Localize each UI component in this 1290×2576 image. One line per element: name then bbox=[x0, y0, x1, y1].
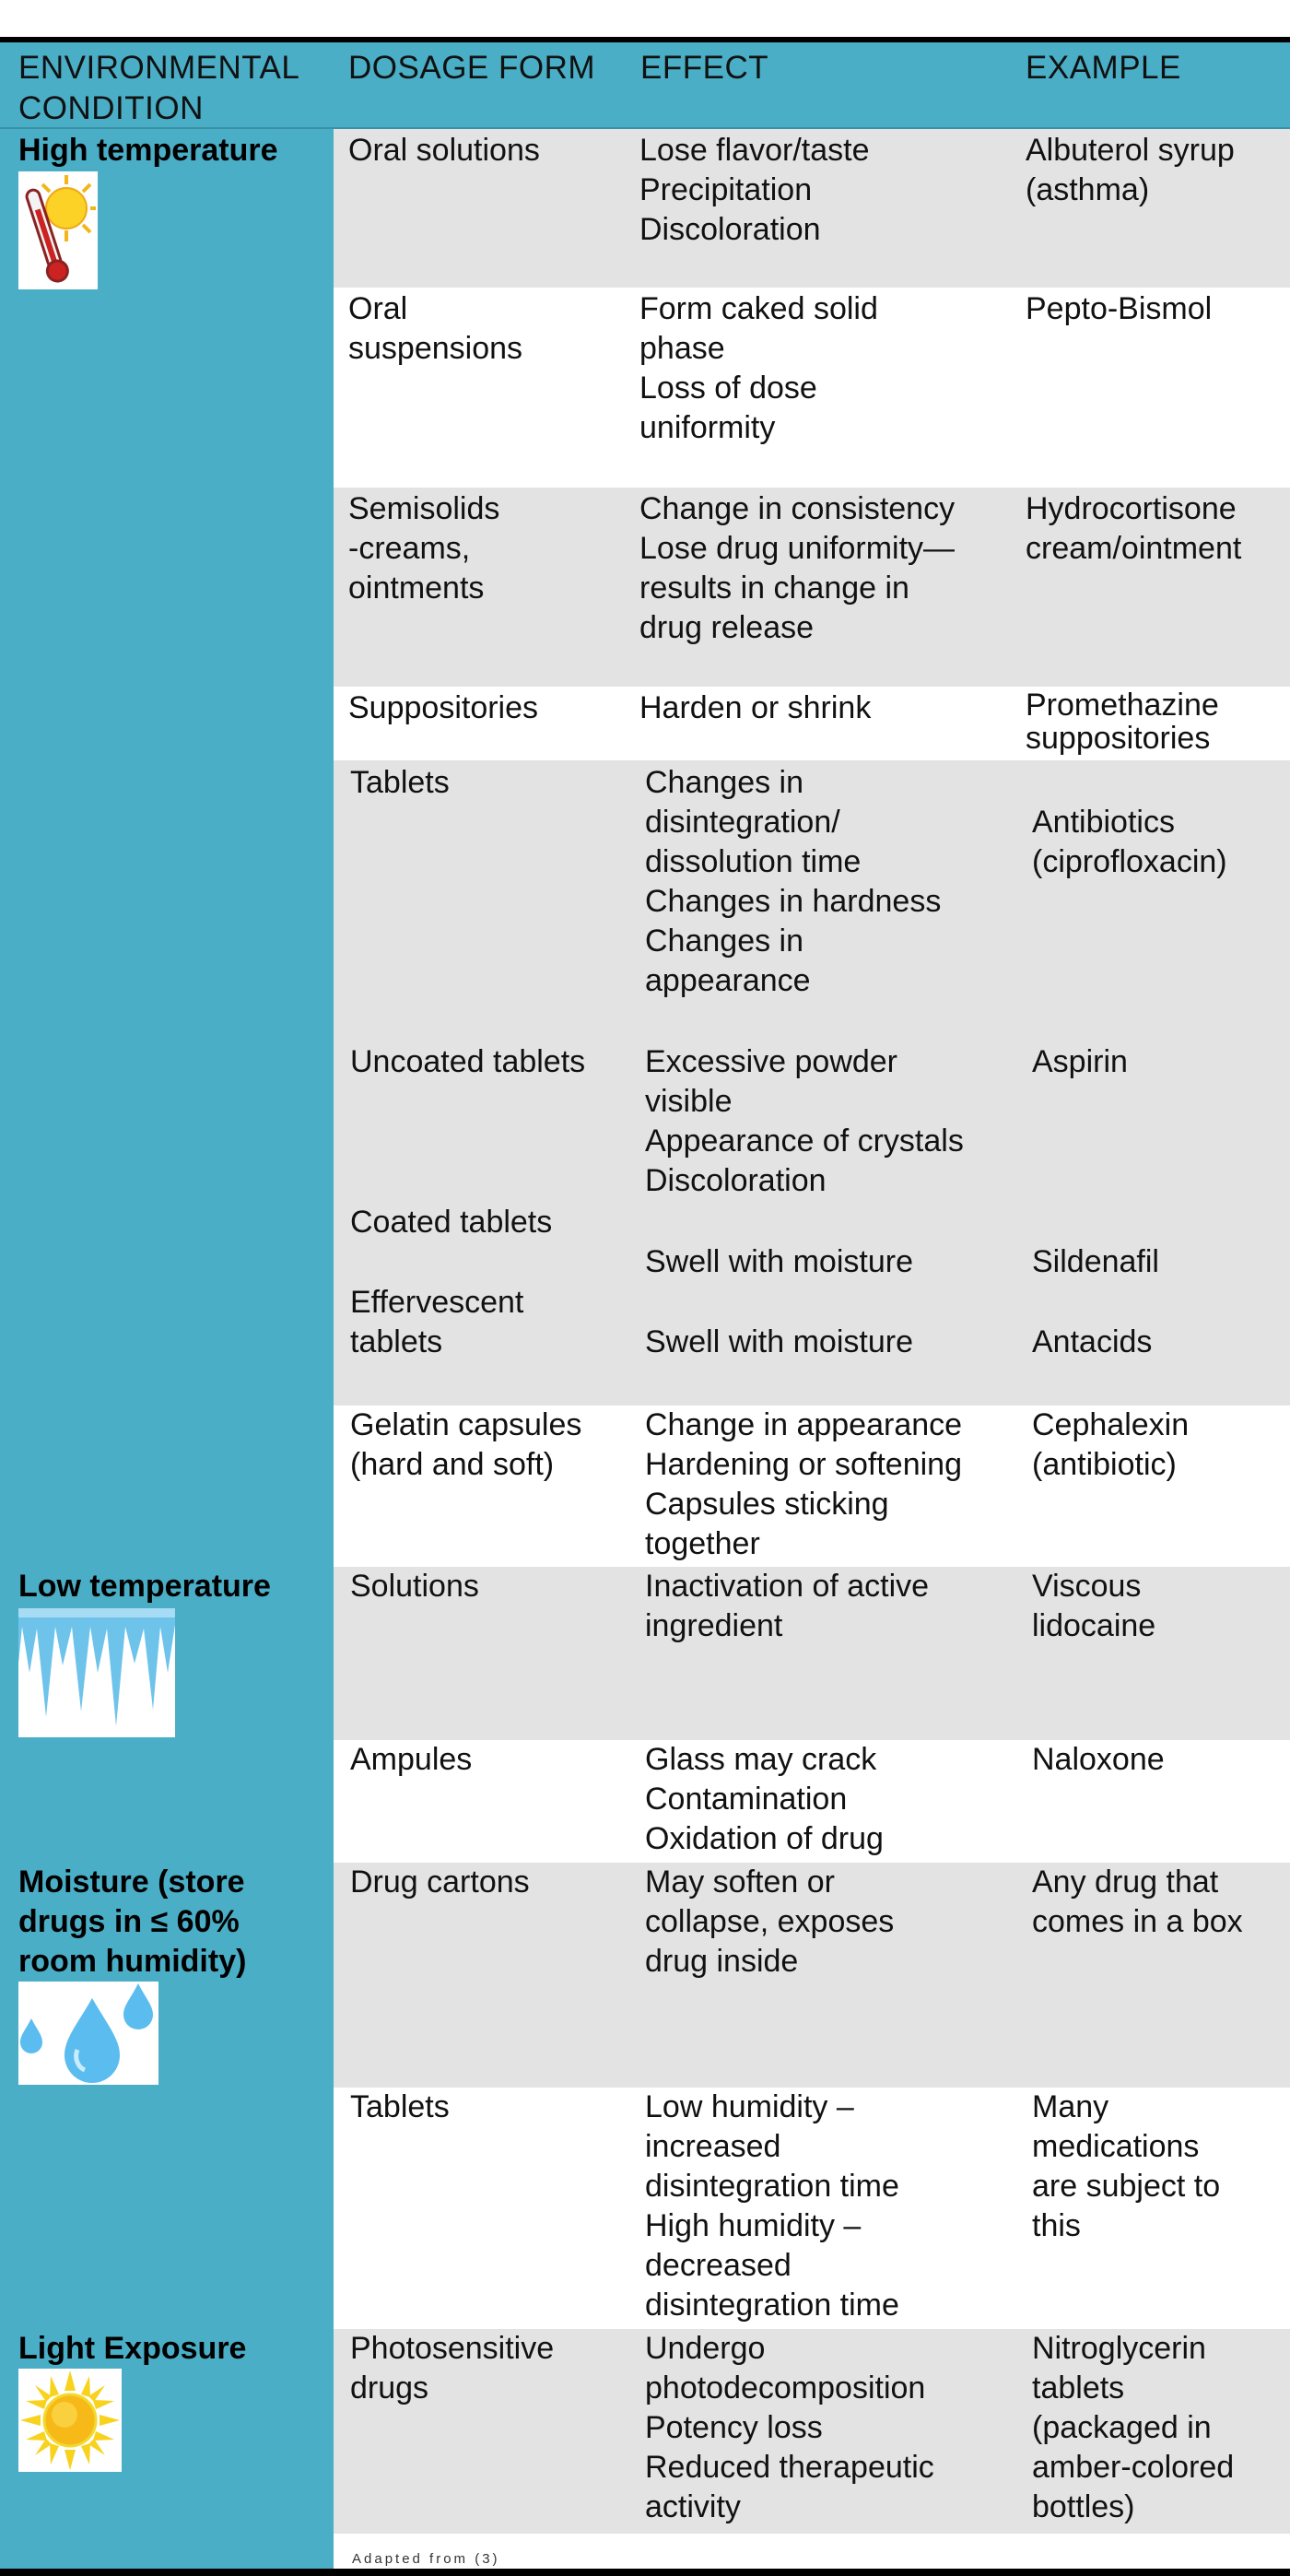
dosage-form-cell: Oral solutions bbox=[348, 133, 540, 168]
dosage-form-cell: Semisolids -creams, ointments bbox=[348, 491, 500, 606]
icicles-icon bbox=[18, 1608, 175, 1737]
dosage-form-cell: Coated tablets bbox=[350, 1205, 553, 1240]
example-cell: Any drug that comes in a box bbox=[1032, 1864, 1243, 1939]
condition-light-exposure: Light Exposure bbox=[18, 2331, 247, 2366]
effect-cell: Glass may crack Contamination Oxidation of drug bbox=[645, 1742, 884, 1856]
table-row bbox=[334, 1406, 1290, 1567]
example-cell: Hydrocortisone cream/ointment bbox=[1026, 491, 1242, 566]
dosage-form-cell: Gelatin capsules (hard and soft) bbox=[350, 1407, 582, 1482]
table-row bbox=[334, 1567, 1290, 1740]
effect-cell: Harden or shrink bbox=[639, 690, 872, 725]
header-effect: EFFECT bbox=[640, 50, 769, 86]
dosage-form-cell: Tablets bbox=[350, 765, 450, 800]
example-cell: Pepto-Bismol bbox=[1026, 291, 1213, 326]
table-row bbox=[334, 2329, 1290, 2534]
table-row-group bbox=[334, 760, 1290, 1406]
dosage-form-cell: Photosensitive drugs bbox=[350, 2331, 555, 2405]
dosage-form-cell: Suppositories bbox=[348, 690, 539, 725]
table-row bbox=[334, 1863, 1290, 2088]
effect-cell: Changes in disintegration/ dissolution time Changes in hardness Changes in appearance bbox=[645, 765, 942, 998]
table-row bbox=[334, 288, 1290, 488]
dosage-form-cell: Solutions bbox=[350, 1569, 479, 1604]
example-cell: Antibiotics (ciprofloxacin) bbox=[1032, 805, 1227, 879]
condition-column bbox=[0, 42, 334, 2569]
example-cell: Viscous lidocaine bbox=[1032, 1569, 1156, 1643]
effect-cell: Swell with moisture bbox=[645, 1324, 913, 1359]
effect-cell: May soften or collapse, exposes drug inside bbox=[645, 1864, 895, 1979]
example-cell: Albuterol syrup (asthma) bbox=[1026, 133, 1235, 207]
table-row bbox=[334, 687, 1290, 760]
thermometer-sun-icon bbox=[18, 171, 98, 289]
dosage-form-cell: Tablets bbox=[350, 2089, 450, 2124]
table-header bbox=[0, 42, 1290, 129]
effect-cell: Change in appearance Hardening or softening Capsules sticking together bbox=[645, 1407, 963, 1561]
dosage-form-cell: Drug cartons bbox=[350, 1864, 530, 1900]
example-cell: Promethazine suppositories bbox=[1026, 688, 1219, 756]
example-cell: Naloxone bbox=[1032, 1742, 1165, 1777]
dosage-form-cell: Oral suspensions bbox=[348, 291, 523, 366]
condition-high-temperature: High temperature bbox=[18, 133, 278, 168]
condition-moisture: Moisture (store drugs in ≤ 60% room humidity) bbox=[18, 1864, 247, 1979]
effect-cell: Low humidity – increased disintegration time High humidity – decreased disintegration time bbox=[645, 2089, 899, 2323]
dosage-form-cell: Ampules bbox=[350, 1742, 473, 1777]
example-cell: Nitroglycerin tablets (packaged in amber-colored bottles) bbox=[1032, 2331, 1235, 2524]
effect-cell: Swell with moisture bbox=[645, 1244, 913, 1279]
table-bottom-rule bbox=[0, 2569, 1290, 2576]
header-example: EXAMPLE bbox=[1026, 50, 1181, 86]
water-drops-icon bbox=[18, 1982, 158, 2085]
source-note: Adapted from (3) bbox=[352, 2551, 500, 2567]
example-cell: Sildenafil bbox=[1032, 1244, 1159, 1279]
effect-cell: Inactivation of active ingredient bbox=[645, 1569, 930, 1643]
condition-low-temperature: Low temperature bbox=[18, 1569, 271, 1604]
table-row bbox=[334, 1740, 1290, 1863]
effect-cell: Change in consistency Lose drug uniformity— results in change in drug release bbox=[639, 491, 956, 645]
sun-icon bbox=[18, 2369, 122, 2472]
effect-cell: Excessive powder visible Appearance of crystals Discoloration bbox=[645, 1044, 964, 1198]
dosage-form-cell: Uncoated tablets bbox=[350, 1044, 586, 1079]
dosage-form-cell: Effervescent tablets bbox=[350, 1285, 524, 1359]
header-condition: ENVIRONMENTAL CONDITION bbox=[18, 50, 300, 126]
effect-cell: Form caked solid phase Loss of dose uniformity bbox=[639, 291, 878, 445]
example-cell: Aspirin bbox=[1032, 1044, 1128, 1079]
example-cell: Antacids bbox=[1032, 1324, 1153, 1359]
header-dosage-form: DOSAGE FORM bbox=[348, 50, 596, 86]
example-cell: Many medications are subject to this bbox=[1032, 2089, 1221, 2243]
table-row bbox=[334, 2088, 1290, 2329]
table-row bbox=[334, 129, 1290, 288]
example-cell: Cephalexin (antibiotic) bbox=[1032, 1407, 1190, 1482]
table-row bbox=[334, 488, 1290, 687]
effect-cell: Lose flavor/taste Precipitation Discoloration bbox=[639, 133, 870, 247]
effect-cell: Undergo photodecomposition Potency loss Reduced therapeutic activity bbox=[645, 2331, 934, 2524]
